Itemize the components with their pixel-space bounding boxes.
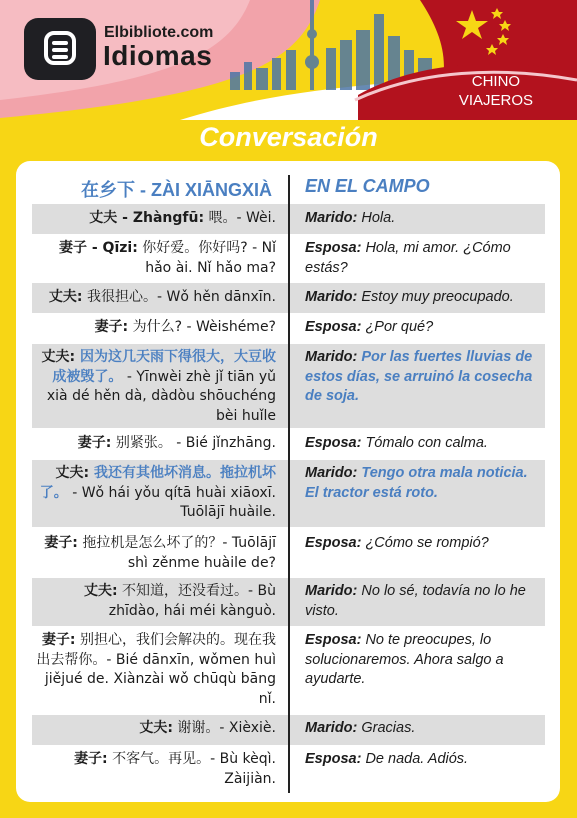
spanish-speaker: Marido: (305, 583, 358, 599)
chinese-speaker: 妻子: (41, 632, 76, 648)
chinese-text: 别担心，我们会解决的。现在我出去帮你。- Bié dānxīn, wǒmen huì jiějué de. Xiànzài wǒ chūqù bāng nǐ. (36, 632, 276, 707)
spanish-line (305, 239, 539, 278)
chinese-speaker: 妻子: (94, 319, 129, 335)
spanish-text: No te preocupes, lo solucionaremos. Ahora salgo a ayudarte. (305, 632, 504, 687)
chinese-line (36, 464, 276, 523)
spanish-highlight: Tengo otra mala noticia. El tractor está roto. (305, 465, 528, 501)
chinese-line (36, 318, 276, 338)
tag-language: CHINO (471, 73, 521, 90)
chinese-line (36, 631, 276, 709)
tag-category: VIAJEROS (458, 92, 533, 109)
spanish-speaker: Marido: (305, 465, 358, 481)
column-header-spanish: EN EL CAMPO (305, 176, 430, 196)
header-tag (459, 72, 533, 110)
chinese-speaker: 妻子: (77, 435, 112, 451)
chinese-line (36, 750, 276, 789)
spanish-speaker: Esposa: (305, 632, 362, 648)
chinese-speaker: 丈夫: (139, 720, 173, 736)
brand-url: Elbibliote.com (104, 24, 214, 41)
chinese-speaker: 妻子 - Qīzi: (58, 240, 138, 256)
spanish-text: No lo sé, todavía no lo he visto. (305, 583, 526, 619)
spanish-highlight: Por las fuertes lluvias de estos días, se arruinó la cosecha de soja. (305, 349, 533, 404)
spanish-line (305, 464, 539, 503)
spanish-line (305, 318, 539, 338)
chinese-highlight: 因为这几天雨下得很大，大豆收成被毁了。 (52, 349, 276, 385)
chinese-speaker: 丈夫: (83, 583, 118, 599)
chinese-line (36, 582, 276, 621)
page-header (0, 0, 577, 120)
chinese-speaker: 丈夫: (48, 289, 83, 305)
spanish-text: Hola. (357, 210, 396, 226)
chinese-text: 为什么? - Wèishéme? (128, 319, 276, 335)
chinese-text: 谢谢。- Xièxiè. (172, 720, 276, 736)
spanish-speaker: Esposa: (305, 435, 362, 451)
spanish-speaker: Marido: (305, 289, 358, 305)
spanish-text: De nada. Adiós. (361, 751, 469, 767)
spanish-speaker: Esposa: (305, 319, 362, 335)
brand-name: Idiomas (103, 40, 213, 71)
chinese-line (36, 288, 276, 308)
chinese-text: 喂。- Wèi. (204, 210, 276, 226)
spanish-speaker: Esposa: (305, 535, 362, 551)
spanish-line (305, 534, 539, 554)
spanish-text: Hola, mi amor. ¿Cómo estás? (305, 240, 511, 276)
page-title: Conversación (199, 122, 378, 152)
spanish-line (305, 582, 539, 621)
chinese-text: - Yīnwèi zhè jǐ tiān yǔ xià dé hěn dà, dàdòu shōuchéng bèi huǐle (46, 368, 276, 424)
chinese-text: - Wǒ hái yǒu qítā huài xiāoxī. Tuōlājī huàile. (67, 484, 276, 520)
spanish-line (305, 348, 539, 407)
spanish-text: Estoy muy preocupado. (357, 289, 514, 305)
chinese-speaker: 妻子: (74, 751, 108, 767)
spanish-line (305, 750, 539, 770)
spanish-text: ¿Por qué? (361, 319, 434, 335)
chinese-speaker: 丈夫: (41, 349, 76, 365)
spanish-text: Gracias. (357, 720, 416, 736)
spanish-line (305, 434, 539, 454)
spanish-speaker: Esposa: (305, 751, 362, 767)
chinese-highlight: 我还有其他坏消息。拖拉机坏了。 (39, 465, 276, 501)
chinese-speaker: 妻子: (44, 535, 78, 551)
chinese-text: 不知道，还没看过。- Bù zhīdào, hái méi kànguò. (108, 583, 276, 619)
spanish-speaker: Esposa: (305, 240, 362, 256)
chinese-speaker: 丈夫: (55, 465, 90, 481)
chinese-line (36, 348, 276, 426)
column-divider (288, 175, 290, 793)
spanish-speaker: Marido: (305, 210, 358, 226)
chinese-text: 我很担心。- Wǒ hěn dānxīn. (82, 289, 276, 305)
column-header-chinese: 在乡下 - ZÀI XIĀNGXIÀ (80, 180, 272, 200)
chinese-text: 别紧张。 - Bié jǐnzhāng. (111, 435, 276, 451)
spanish-text: Tómalo con calma. (361, 435, 488, 451)
chinese-speaker: 丈夫 - Zhàngfū: (89, 210, 205, 226)
speech-bubble-book-icon (24, 18, 96, 80)
chinese-line (36, 209, 276, 229)
spanish-speaker: Marido: (305, 720, 358, 736)
chinese-text: 不客气。再见。- Bù kèqì. Zàijiàn. (107, 751, 276, 787)
chinese-text: 拖拉机是怎么坏了的？- Tuōlājī shì zěnme huàile de? (77, 535, 276, 571)
chinese-line (36, 719, 276, 739)
spanish-line (305, 719, 539, 739)
chinese-text: 你好爱。你好吗? - Nǐ hǎo ài. Nǐ hǎo ma? (137, 240, 276, 276)
spanish-line (305, 631, 539, 690)
chinese-line (36, 239, 276, 278)
spanish-speaker: Marido: (305, 349, 358, 365)
chinese-line (36, 434, 276, 454)
spanish-line (305, 209, 539, 229)
chinese-line (36, 534, 276, 573)
spanish-line (305, 288, 539, 308)
spanish-text: ¿Cómo se rompió? (361, 535, 489, 551)
